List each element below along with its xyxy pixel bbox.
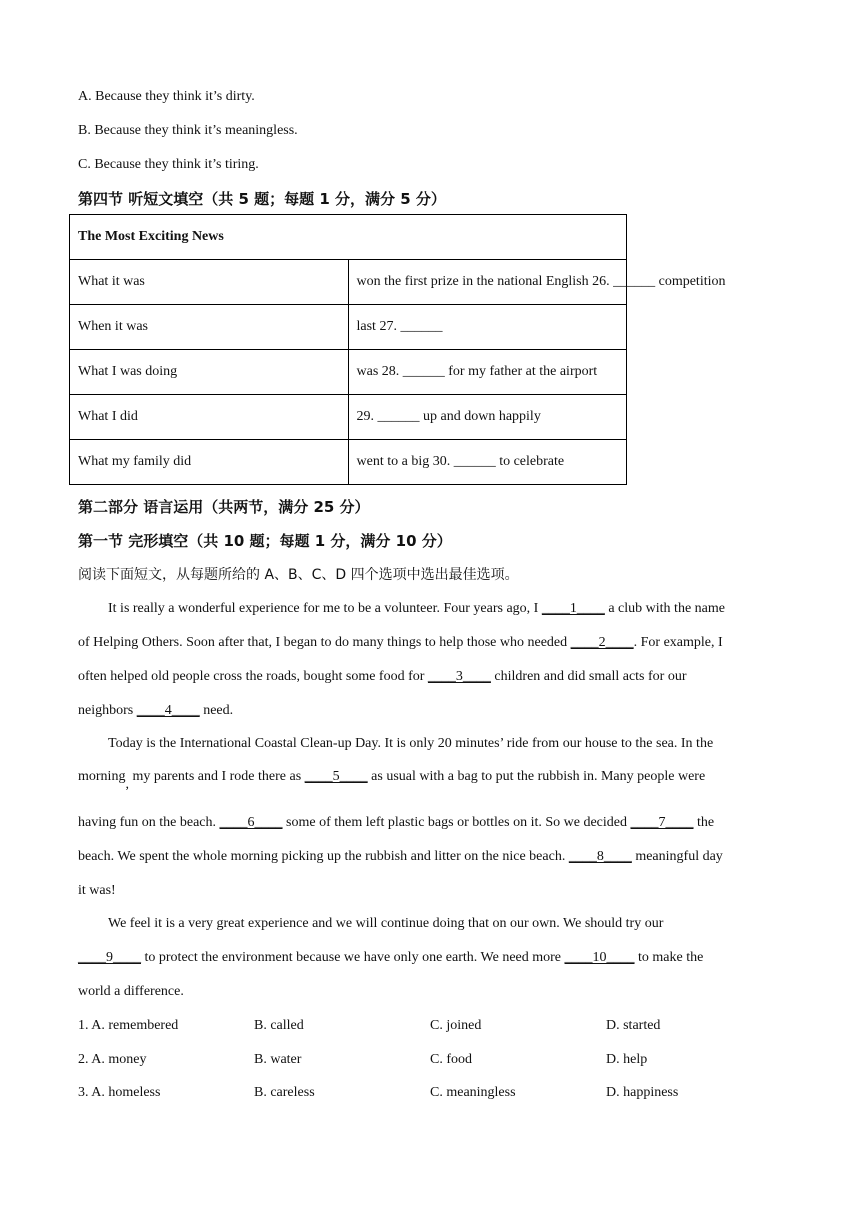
option-a: 2. A. money	[78, 1052, 147, 1067]
option-b: B. called	[254, 1018, 304, 1033]
option-c: C. joined	[430, 1018, 482, 1033]
table-row	[70, 260, 627, 305]
blank-1: ____1____	[541, 601, 605, 616]
row-value: last 27. ______	[348, 305, 627, 350]
blank-3: ____3____	[427, 669, 491, 684]
option-b: B. water	[254, 1052, 302, 1067]
blank-7: ____7____	[630, 815, 694, 830]
row-label: What I did	[70, 395, 349, 440]
option-b: B. careless	[254, 1085, 315, 1100]
row-value: was 28. ______ for my father at the airport	[348, 350, 627, 395]
passage-line: Today is the International Coastal Clean-up Day. It is only 20 minutes’ ride from our house to the sea. In the	[108, 736, 714, 751]
passage-line: it was!	[78, 883, 116, 898]
blank-10: ____10____	[564, 950, 635, 965]
table-title: The Most Exciting News	[70, 215, 627, 260]
option-c: C. meaningless	[430, 1085, 516, 1100]
option-d: D. started	[606, 1018, 661, 1033]
passage-line: It is really a wonderful experience for me to be a volunteer. Four years ago, I ____1____ a club with the name	[108, 601, 725, 616]
option-a: 3. A. homeless	[78, 1085, 161, 1100]
passage-line: of Helping Others. Soon after that, I began to do many things to help those who needed ____2____. For example, I	[78, 635, 723, 650]
passage-line: We feel it is a very great experience and we will continue doing that on our own. We should try our	[108, 916, 664, 931]
option-d: D. happiness	[606, 1085, 679, 1100]
passage-line: neighbors ____4____ need.	[78, 703, 234, 718]
table-row	[70, 350, 627, 395]
prev-option-b: B. Because they think it’s meaningless.	[78, 123, 298, 138]
option-d: D. help	[606, 1052, 648, 1067]
question-row	[78, 1016, 778, 1036]
row-label: What I was doing	[70, 350, 349, 395]
table-title-row	[70, 215, 627, 260]
prev-option-a: A. Because they think it’s dirty.	[78, 89, 255, 104]
passage-line: world a difference.	[78, 984, 184, 999]
row-value: won the first prize in the national English 26. ______ competition	[348, 260, 627, 305]
prev-option-c: C. Because they think it’s tiring.	[78, 157, 259, 172]
listening-table	[69, 214, 726, 485]
blank-5: ____5____	[304, 769, 368, 784]
blank-9: ____9____	[78, 950, 141, 965]
row-value: went to a big 30. ______ to celebrate	[348, 440, 627, 485]
passage-line: morning, my parents and I rode there as ____5____ as usual with a bag to put the rubbish in. Many people were	[78, 769, 706, 792]
option-c: C. food	[430, 1052, 472, 1067]
section4-heading: 第四节 听短文填空（共 5 题；每题 1 分，满分 5 分）	[78, 190, 446, 208]
passage-line: having fun on the beach. ____6____ some of them left plastic bags or bottles on it. So we decided ____7____ the	[78, 815, 715, 830]
question-row	[78, 1050, 778, 1070]
question-row	[78, 1083, 778, 1103]
blank-6: ____6____	[219, 815, 283, 830]
blank-2: ____2____	[570, 635, 634, 650]
passage-line: ____9____ to protect the environment because we have only one earth. We need more ____10____ to make the	[78, 950, 704, 965]
table-row	[70, 305, 627, 350]
row-label: What it was	[70, 260, 349, 305]
blank-8: ____8____	[568, 849, 632, 864]
passage-line: beach. We spent the whole morning picking up the rubbish and litter on the nice beach. ____8____ meaningful day	[78, 849, 723, 864]
row-value: 29. ______ up and down happily	[348, 395, 627, 440]
passage-line: often helped old people cross the roads, bought some food for ____3____ children and did small acts for our	[78, 669, 687, 684]
instruction: 阅读下面短文，从每题所给的 A、B、C、D 四个选项中选出最佳选项。	[78, 567, 519, 583]
table-row	[70, 395, 627, 440]
row-label: What my family did	[70, 440, 349, 485]
row-label: When it was	[70, 305, 349, 350]
part2-heading: 第二部分 语言运用（共两节，满分 25 分）	[78, 498, 370, 516]
table-row	[70, 440, 627, 485]
section1-heading: 第一节 完形填空（共 10 题；每题 1 分，满分 10 分）	[78, 532, 452, 550]
blank-4: ____4____	[136, 703, 200, 718]
option-a: 1. A. remembered	[78, 1018, 179, 1033]
